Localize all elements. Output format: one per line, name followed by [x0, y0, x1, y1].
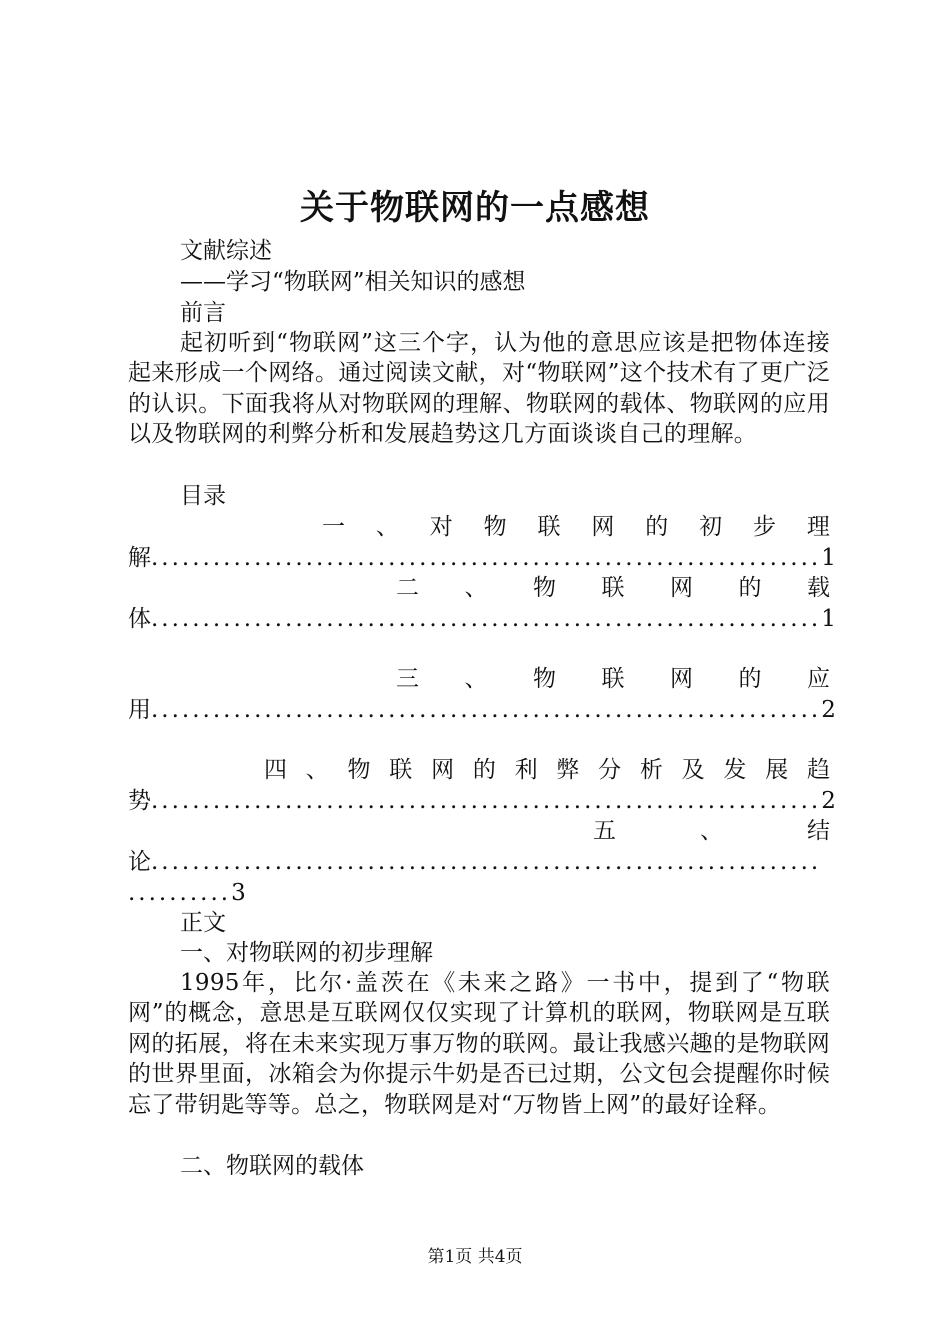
section-2-heading: 二、物联网的载体 — [180, 1153, 364, 1179]
toc-page-number: 3 — [231, 880, 246, 906]
toc-leader-dots: ................................................................. — [151, 545, 822, 571]
toc-leader-dots: ................................................................. — [151, 697, 822, 723]
toc-label: 目录 — [180, 483, 226, 509]
toc-page-number: 1 — [821, 606, 836, 632]
toc-item-3: 三 、 物 联 网 的 应 用 ................................................................. 2 — [128, 664, 830, 726]
toc-item-2: 二 、 物 联 网 的 载 体 ................................................................. 1 — [128, 573, 830, 635]
document-title: 关于物联网的一点感想 — [300, 188, 650, 228]
toc-item-5: 五 、 结 论 ................................................................. .......... 3 — [128, 816, 830, 909]
subtitle: ——学习“物联网”相关知识的感想 — [180, 269, 526, 295]
toc-item-4: 四 、 物 联 网 的 利 弊 分 析 及 发 展 趋 势 ................................................................. 2 — [128, 755, 830, 817]
page-footer: 第1页 共4页 — [427, 1247, 523, 1267]
toc-leader-dots: ................................................................. — [151, 849, 822, 875]
section-1-paragraph: 1995年，比尔·盖茨在《未来之路》一书中，提到了“物联网”的概念，意思是互联网仅仅实现了计算机的联网，物联网是互联网的拓展，将在未来实现万事万物的联网。最让我感兴趣的是物联网的世界里面，冰箱会为你提示牛奶是否已过期，公文包会提醒你时候忘了带钥匙等等。总之，物联网是对“万物皆上网”的最好诠释。 — [128, 970, 830, 1118]
literature-review-heading: 文献综述 — [180, 238, 272, 264]
section-1-heading: 一、对物联网的初步理解 — [180, 940, 433, 966]
toc-leader-dots: ................................................................. — [151, 606, 822, 632]
toc-page-number: 2 — [821, 697, 836, 723]
body-label: 正文 — [180, 910, 226, 936]
toc-leader-dots: .......... — [128, 880, 232, 906]
preface-label: 前言 — [180, 300, 226, 326]
toc-leader-dots: ................................................................. — [151, 788, 822, 814]
toc-item-1: 一 、 对 物 联 网 的 初 步 理 解 ................................................................. 1 — [128, 512, 830, 574]
toc-page-number: 2 — [821, 788, 836, 814]
preface-paragraph: 起初听到“物联网”这三个字，认为他的意思应该是把物体连接起来形成一个网络。通过阅读文献，对“物联网”这个技术有了更广泛的认识。下面我将从对物联网的理解、物联网的载体、物联网的应用以及物联网的利弊分析和发展趋势这几方面谈谈自己的理解。 — [128, 330, 830, 448]
toc-page-number: 1 — [821, 545, 836, 571]
